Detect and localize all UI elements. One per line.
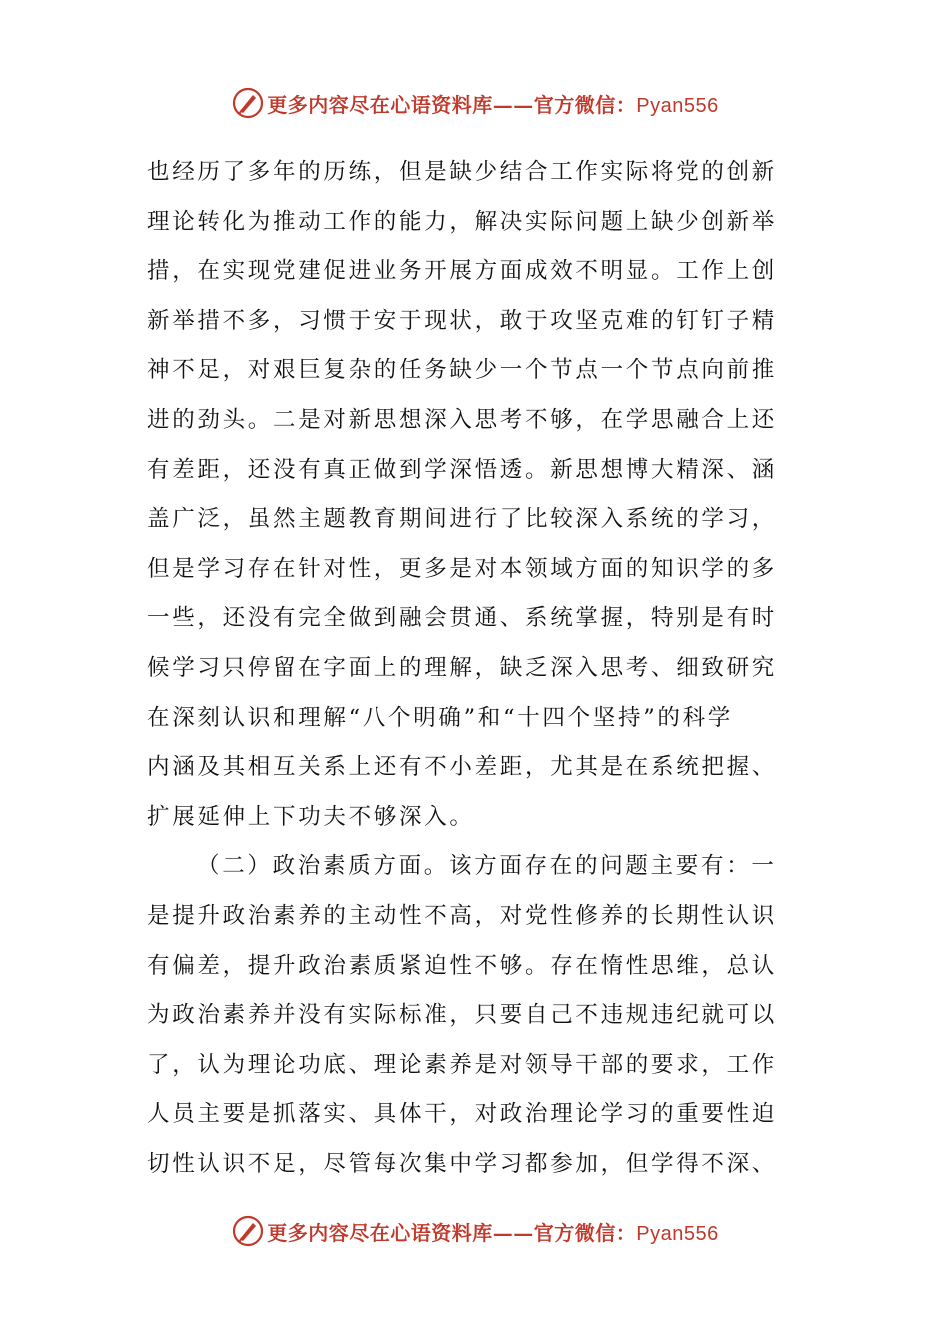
- body-line: 神不足，对艰巨复杂的任务缺少一个节点一个节点向前推: [147, 357, 778, 384]
- body-line: 理论转化为推动工作的能力，解决实际问题上缺少创新举: [147, 208, 778, 235]
- quill-logo-icon: [231, 1214, 265, 1248]
- watermark-brand: 更多内容尽在心语资料库: [267, 1220, 493, 1245]
- body-line: 为政治素养并没有实际标准，只要自己不违规违纪就可以: [147, 1002, 778, 1029]
- watermark-dash: ——: [492, 92, 534, 117]
- body-line: 但是学习存在针对性，更多是对本领域方面的知识学的多: [147, 555, 778, 582]
- header-watermark: [0, 83, 950, 123]
- body-line: 有差距，还没有真正做到学深悟透。新思想博大精深、涵: [147, 456, 778, 483]
- body-line: 候学习只停留在字面上的理解，缺乏深入思考、细致研究: [147, 654, 778, 681]
- watermark-brand: 更多内容尽在心语资料库: [267, 92, 493, 117]
- body-line: 人员主要是抓落实、具体干，对政治理论学习的重要性迫: [147, 1101, 778, 1128]
- body-line: 了，认为理论功底、理论素养是对领导干部的要求，工作: [147, 1051, 778, 1078]
- paragraph-2: [147, 842, 807, 1189]
- footer-watermark: [0, 1211, 950, 1251]
- body-line: 盖广泛，虽然主题教育期间进行了比较深入系统的学习，: [147, 506, 778, 533]
- body-line: 在深刻认识和理解“八个明确”和“十四个坚持”的科学: [147, 704, 734, 731]
- watermark-wechat-label: 官方微信：: [533, 1220, 637, 1245]
- body-line: 措，在实现党建促进业务开展方面成效不明显。工作上创: [147, 258, 778, 285]
- watermark-wechat-id: Pyan556: [636, 94, 719, 117]
- body-line: 是提升政治素养的主动性不高，对党性修养的长期性认识: [147, 902, 778, 929]
- watermark-wechat-label: 官方微信：: [533, 92, 637, 117]
- document-body: [147, 148, 807, 1189]
- watermark-text: [267, 1217, 718, 1246]
- body-line: 内涵及其相互关系上还有不小差距，尤其是在系统把握、: [147, 754, 778, 781]
- watermark-wechat-id: Pyan556: [636, 1222, 719, 1245]
- quill-logo-icon: [231, 86, 265, 120]
- body-line: 也经历了多年的历练，但是缺少结合工作实际将党的创新: [147, 159, 778, 185]
- section-heading-line: （二）政治素质方面。该方面存在的问题主要有：一: [197, 853, 777, 880]
- paragraph-1: [147, 148, 807, 842]
- body-line: 有偏差，提升政治素质紧迫性不够。存在惰性思维，总认: [147, 952, 778, 979]
- watermark-dash: ——: [492, 1220, 534, 1245]
- watermark-text: [267, 89, 718, 118]
- body-line: 扩展延伸上下功夫不够深入。: [147, 803, 475, 830]
- body-line: 新举措不多，习惯于安于现状，敢于攻坚克难的钉钉子精: [147, 307, 778, 334]
- body-line: 进的劲头。二是对新思想深入思考不够，在学思融合上还: [147, 406, 778, 433]
- body-line: 切性认识不足，尽管每次集中学习都参加，但学得不深、: [147, 1150, 778, 1177]
- body-line: 一些，还没有完全做到融会贯通、系统掌握，特别是有时: [147, 605, 778, 632]
